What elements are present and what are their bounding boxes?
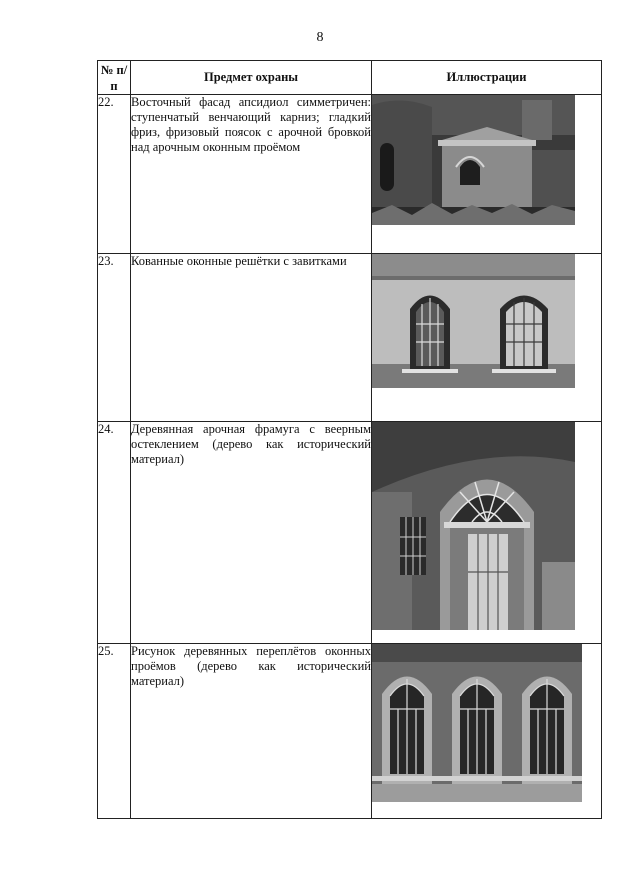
apse-facade-photo <box>372 95 575 225</box>
page-number: 8 <box>316 30 324 45</box>
row-number: 25. <box>98 644 131 819</box>
window-frames-photo <box>372 644 582 802</box>
illustration-cell <box>372 644 602 819</box>
table-row <box>98 644 602 819</box>
row-subject: Рисунок деревянных переплётов оконных проёмов (дерево как исторический материал) <box>131 644 372 819</box>
row-subject: Деревянная арочная фрамуга с веерным остеклением (дерево как исторический материал) <box>131 422 372 644</box>
header-subject: Предмет охраны <box>131 61 372 95</box>
illustration-cell <box>372 422 602 644</box>
row-number: 24. <box>98 422 131 644</box>
table-header <box>98 61 602 95</box>
header-illustrations: Иллюстрации <box>372 61 602 95</box>
illustration-cell <box>372 254 602 422</box>
row-subject: Кованные оконные решётки с завитками <box>131 254 372 422</box>
row-number: 22. <box>98 95 131 254</box>
arched-transom-photo <box>372 422 575 630</box>
row-number: 23. <box>98 254 131 422</box>
row-subject: Восточный фасад апсидиол симметричен: ступенчатый венчающий карниз; гладкий фриз, фризовый поясок с арочной бровкой над арочным оконным проёмом <box>131 95 372 254</box>
window-grilles-photo <box>372 254 575 388</box>
protection-table <box>97 60 602 819</box>
table-row <box>98 95 602 254</box>
header-num: № п/п <box>98 61 131 95</box>
table-row <box>98 422 602 644</box>
table-row <box>98 254 602 422</box>
illustration-cell <box>372 95 602 254</box>
